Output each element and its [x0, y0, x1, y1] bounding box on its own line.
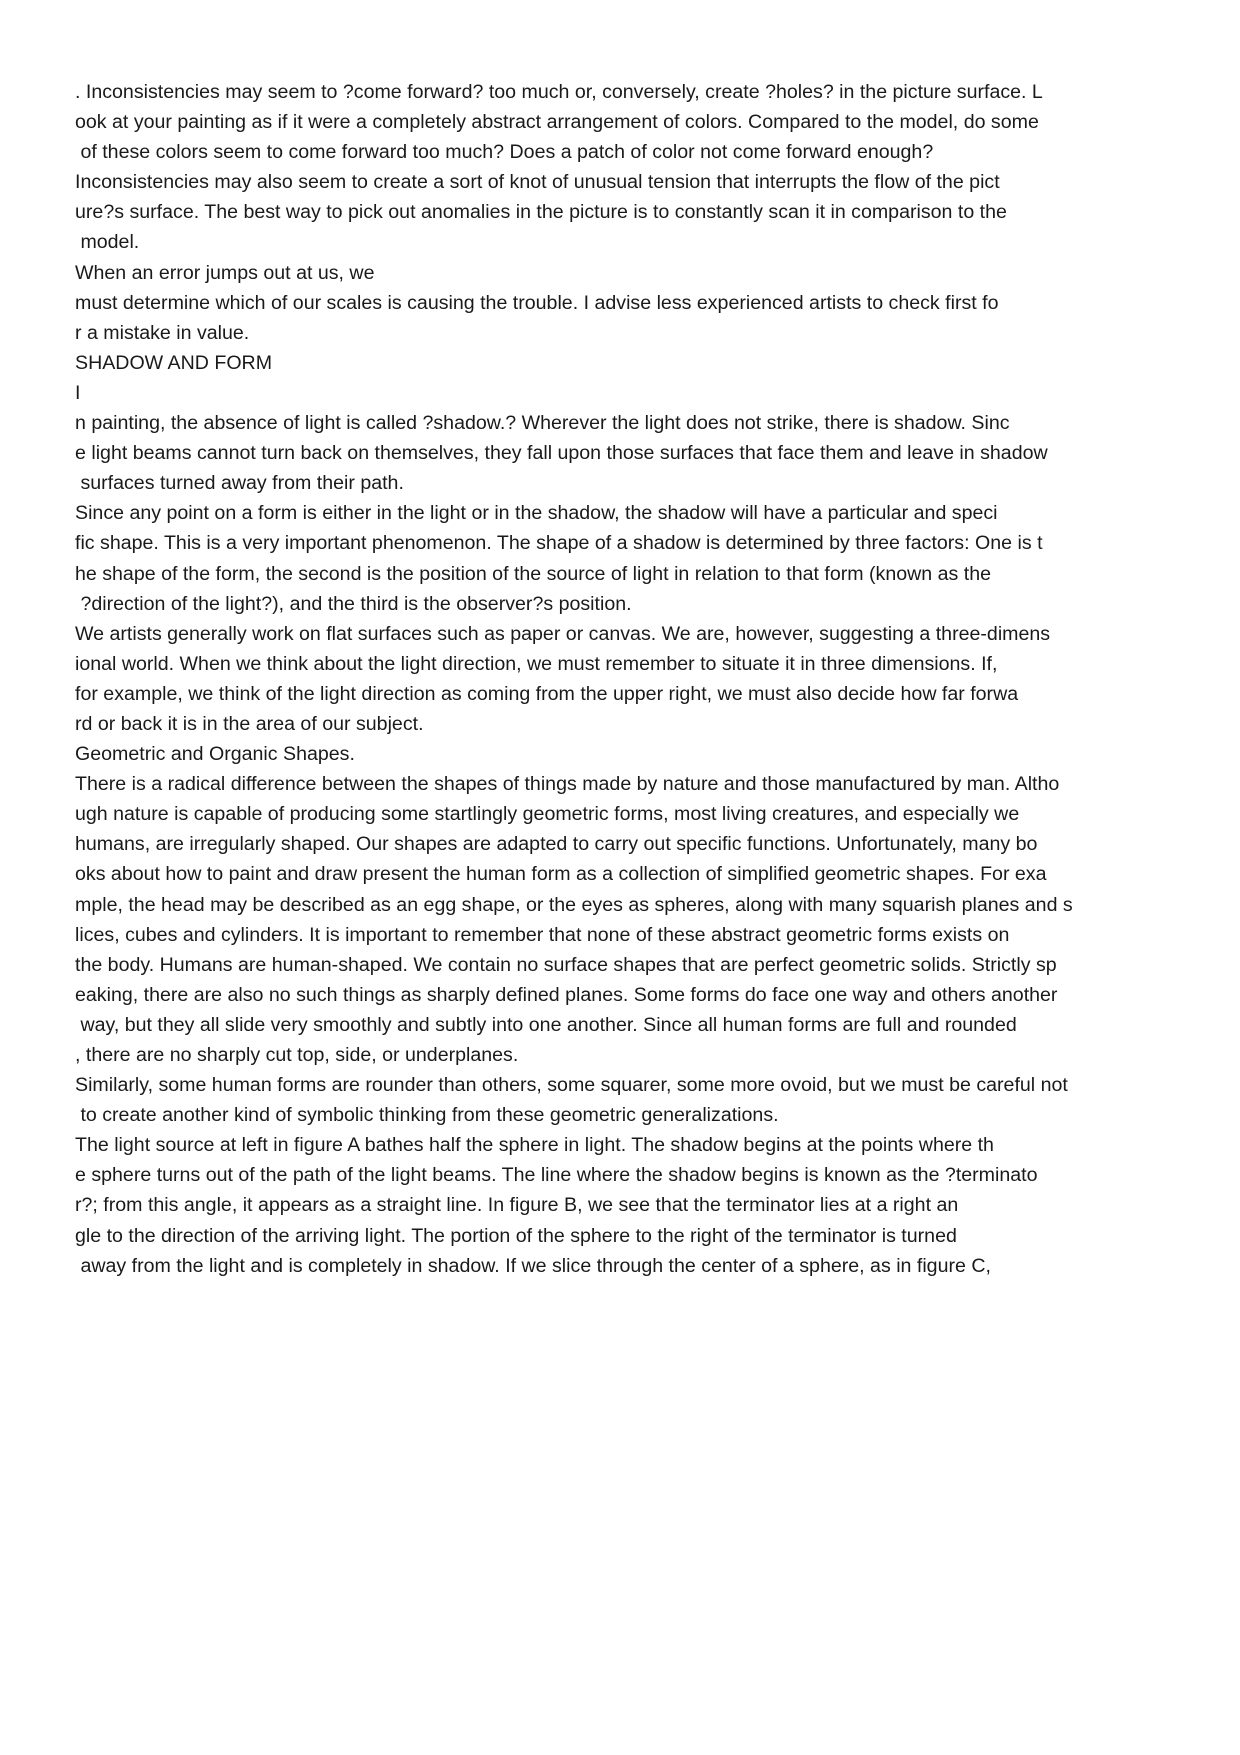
text-line: e light beams cannot turn back on themselves, they fall upon those surfaces that face them and leave in shadow	[75, 442, 1048, 465]
text-line: model.	[75, 231, 140, 254]
text-line: Inconsistencies may also seem to create a sort of knot of unusual tension that interrupts the flow of the pict	[75, 171, 1000, 194]
text-line: . Inconsistencies may seem to ?come forward? too much or, conversely, create ?holes? in the picture surface. L	[75, 81, 1043, 103]
text-line: Since any point on a form is either in the light or in the shadow, the shadow will have a particular and speci	[75, 502, 998, 525]
subsection-heading: Geometric and Organic Shapes.	[75, 743, 355, 766]
text-line: ugh nature is capable of producing some startlingly geometric forms, most living creatures, and especially we	[75, 803, 1020, 826]
text-line: way, but they all slide very smoothly and subtly into one another. Since all human forms are full and rounded	[75, 1013, 1017, 1036]
text-line: r a mistake in value.	[75, 321, 250, 344]
text-line: I	[75, 381, 81, 404]
text-line: must determine which of our scales is causing the trouble. I advise less experienced artists to check first fo	[75, 291, 999, 314]
text-line: We artists generally work on flat surfaces such as paper or canvas. We are, however, suggesting a three-dimens	[75, 622, 1051, 645]
section-heading: SHADOW AND FORM	[75, 351, 273, 374]
text-line: rd or back it is in the area of our subject.	[75, 712, 424, 735]
text-line: fic shape. This is a very important phenomenon. The shape of a shadow is determined by three factors: One is t	[75, 532, 1043, 555]
body-text	[75, 77, 1175, 1281]
text-line: to create another kind of symbolic thinking from these geometric generalizations.	[75, 1104, 779, 1127]
text-line: ook at your painting as if it were a completely abstract arrangement of colors. Compared to the model, do some	[75, 111, 1039, 134]
text-line: When an error jumps out at us, we	[75, 261, 375, 284]
text-line: , there are no sharply cut top, side, or underplanes.	[75, 1044, 519, 1066]
text-line: The light source at left in figure A bathes half the sphere in light. The shadow begins at the points where th	[75, 1134, 994, 1157]
text-line: of these colors seem to come forward too much? Does a patch of color not come forward enough?	[75, 141, 934, 164]
text-line: ional world. When we think about the light direction, we must remember to situate it in three dimensions. If,	[75, 652, 998, 675]
text-line: There is a radical difference between the shapes of things made by nature and those manufactured by man. Altho	[75, 773, 1060, 796]
text-line: gle to the direction of the arriving light. The portion of the sphere to the right of the terminator is turned	[75, 1224, 957, 1247]
text-line: for example, we think of the light direction as coming from the upper right, we must also decide how far forwa	[75, 682, 1019, 705]
text-line: mple, the head may be described as an egg shape, or the eyes as spheres, along with many squarish planes and s	[75, 893, 1073, 916]
text-line: ?direction of the light?), and the third is the observer?s position.	[75, 592, 632, 615]
text-line: n painting, the absence of light is called ?shadow.? Wherever the light does not strike, there is shadow. Sinc	[75, 412, 1010, 435]
text-line: r?; from this angle, it appears as a straight line. In figure B, we see that the terminator lies at a right an	[75, 1194, 959, 1217]
text-line: surfaces turned away from their path.	[75, 472, 404, 495]
text-line: oks about how to paint and draw present the human form as a collection of simplified geometric shapes. For exa	[75, 863, 1047, 886]
text-line: away from the light and is completely in shadow. If we slice through the center of a sphere, as in figure C,	[75, 1254, 991, 1277]
text-line: the body. Humans are human-shaped. We contain no surface shapes that are perfect geometric solids. Strictly sp	[75, 953, 1057, 976]
text-line: Similarly, some human forms are rounder than others, some squarer, some more ovoid, but we must be careful not	[75, 1074, 1068, 1097]
text-line: lices, cubes and cylinders. It is important to remember that none of these abstract geometric forms exists on	[75, 923, 1010, 946]
text-line: eaking, there are also no such things as sharply defined planes. Some forms do face one way and others another	[75, 983, 1058, 1006]
text-line: e sphere turns out of the path of the light beams. The line where the shadow begins is known as the ?terminato	[75, 1164, 1038, 1187]
text-line: ure?s surface. The best way to pick out anomalies in the picture is to constantly scan it in comparison to the	[75, 201, 1007, 224]
text-line: humans, are irregularly shaped. Our shapes are adapted to carry out specific functions. Unfortunately, many bo	[75, 833, 1038, 856]
text-line: he shape of the form, the second is the position of the source of light in relation to that form (known as the	[75, 562, 991, 585]
